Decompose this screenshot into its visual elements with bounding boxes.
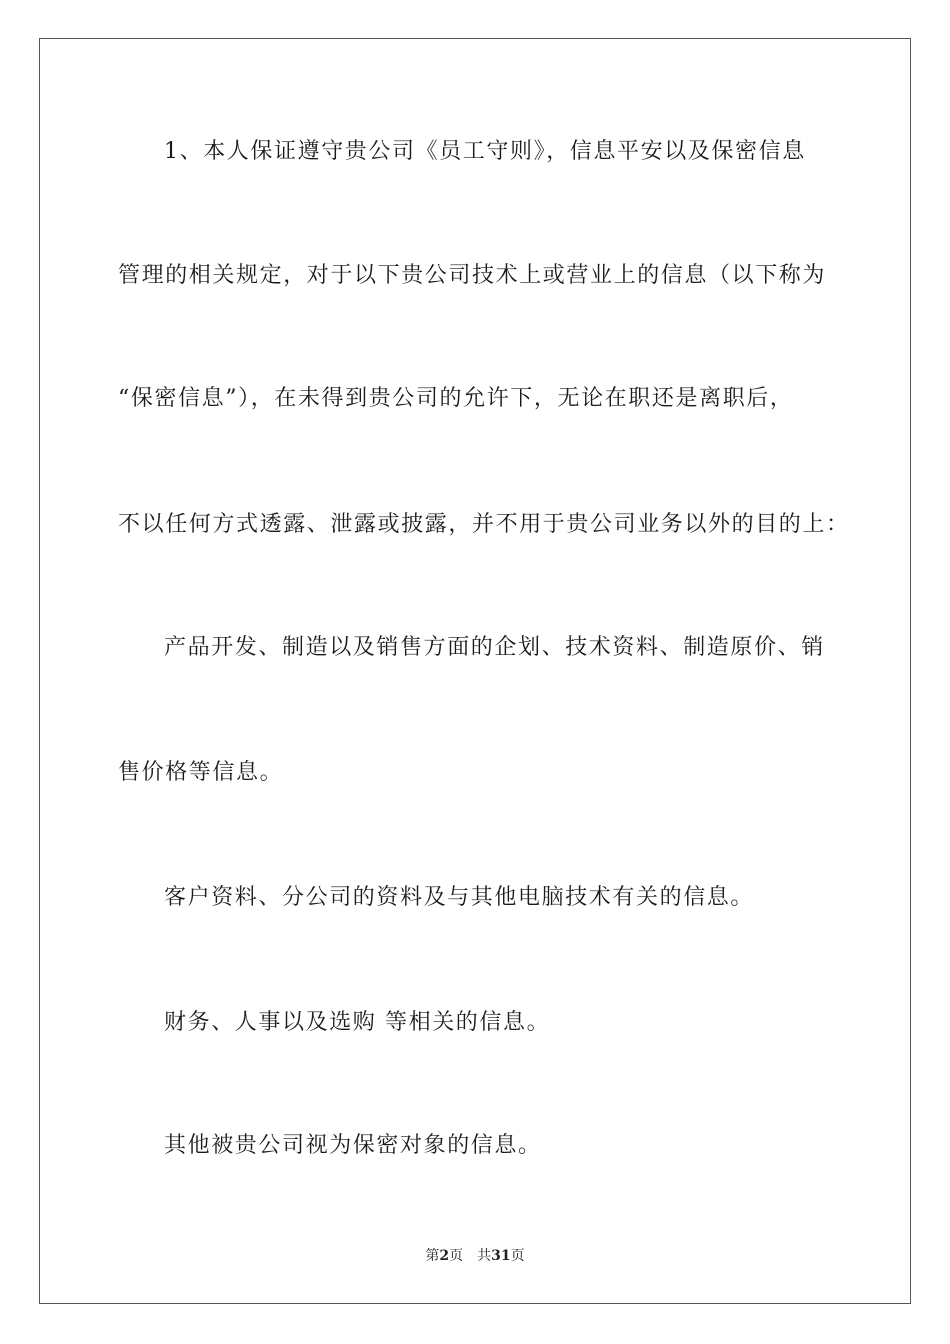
page-frame xyxy=(39,38,911,1304)
paragraph-line-7: 客户资料、分公司的资料及与其他电脑技术有关的信息。 xyxy=(164,885,755,910)
page-suffix: 页 xyxy=(449,1248,464,1264)
paragraph-line-6: 售价格等信息。 xyxy=(118,760,284,785)
total-prefix: 共 xyxy=(477,1248,492,1264)
paragraph-line-4: 不以任何方式透露、泄露或披露，并不用于贵公司业务以外的目的上： xyxy=(118,512,850,537)
paragraph-line-3: “保密信息”），在未得到贵公司的允许下，无论在职还是离职后， xyxy=(118,386,794,411)
paragraph-line-2: 管理的相关规定，对于以下贵公司技术上或营业上的信息（以下称为 xyxy=(118,263,827,288)
total-pages: 31 xyxy=(491,1248,511,1264)
page-footer xyxy=(0,1247,950,1265)
paragraph-line-5: 产品开发、制造以及销售方面的企划、技术资料、制造原价、销 xyxy=(164,635,825,660)
total-suffix: 页 xyxy=(510,1248,525,1264)
paragraph-line-8: 财务、人事以及选购 等相关的信息。 xyxy=(164,1010,551,1035)
page-prefix: 第 xyxy=(425,1248,440,1264)
paragraph-line-1: 1、本人保证遵守贵公司《员工守则》，信息平安以及保密信息 xyxy=(164,139,806,164)
paragraph-line-9: 其他被贵公司视为保密对象的信息。 xyxy=(164,1133,542,1158)
page-number: 2 xyxy=(439,1248,450,1264)
